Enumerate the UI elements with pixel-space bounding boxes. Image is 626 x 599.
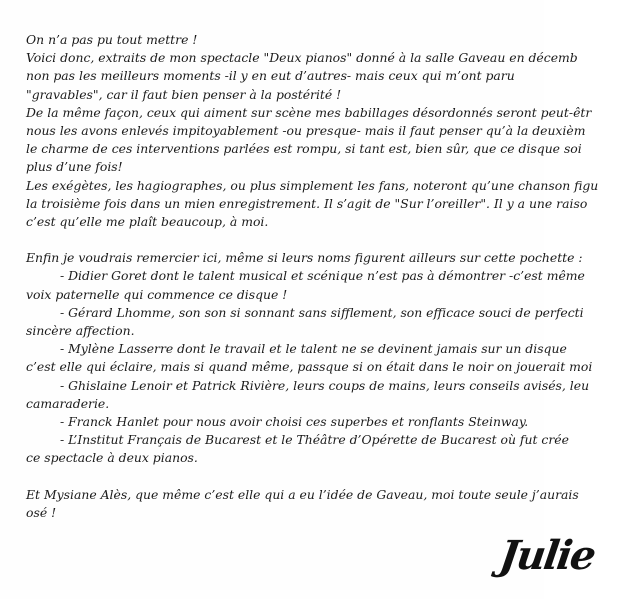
thanks-line: c’est elle qui éclaire, mais si quand même, passque si on était dans le noir on jouerait moi — [26, 359, 593, 375]
thanks-line: ce spectacle à deux pianos. — [26, 450, 198, 466]
paragraph-gap — [26, 468, 626, 486]
thanks-section — [26, 249, 626, 467]
thanks-line: - Didier Goret dont le talent musical et scénique n’est pas à démontrer -c’est même — [60, 268, 585, 284]
handwritten-signature: Julie — [496, 532, 598, 579]
text-line: la troisième fois dans un mien enregistrement. Il s’agit de "Sur l’oreiller". Il y a une raiso — [26, 195, 588, 211]
thanks-line: - Mylène Lasserre dont le travail et le talent ne se devinent jamais sur un disque — [60, 341, 567, 357]
text-line: De la même façon, ceux qui aiment sur scène mes babillages désordonnés seront peut-êtr — [26, 104, 592, 120]
text-line: On n’a pas pu tout mettre ! — [26, 32, 198, 47]
closing-line: Et Mysiane Alès, que même c’est elle qui a eu l’idée de Gaveau, moi toute seule j’aurais — [26, 486, 579, 502]
text-line: Les exégètes, les hagiographes, ou plus simplement les fans, noteront qu’une chanson figu — [26, 177, 599, 193]
thanks-line: - L’Institut Français de Bucarest et le Théâtre d’Opérette de Bucarest où fut crée — [60, 432, 569, 448]
intro-paragraphs — [26, 31, 626, 231]
paragraph-gap — [26, 231, 626, 249]
text-line: nous les avons enlevés impitoyablement -ou presque- mais il faut penser qu’à la deuxièm — [26, 122, 586, 138]
thanks-line: sincère affection. — [26, 323, 135, 338]
thanks-line: - Franck Hanlet pour nous avoir choisi ces superbes et ronflants Steinway. — [60, 413, 529, 429]
text-line: le charme de ces interventions parlées est rompu, si tant est, bien sûr, que ce disque soi — [26, 141, 582, 157]
text-line: non pas les meilleurs moments -il y en eut d’autres- mais ceux qui m’ont paru — [26, 68, 515, 84]
liner-notes-text — [26, 31, 626, 522]
thanks-line: voix paternelle qui commence ce disque ! — [26, 286, 288, 302]
text-line: Voici donc, extraits de mon spectacle "Deux pianos" donné à la salle Gaveau en décemb — [26, 50, 578, 66]
thanks-line: - Ghislaine Lenoir et Patrick Rivière, leurs coups de mains, leurs conseils avisés, leu — [60, 377, 590, 393]
closing-section — [26, 486, 626, 522]
closing-line: osé ! — [26, 504, 57, 520]
text-line: "gravables", car il faut bien penser à la postérité ! — [26, 86, 342, 102]
thanks-line: - Gérard Lhomme, son son si sonnant sans sifflement, son efficace souci de perfecti — [60, 304, 584, 320]
text-line: plus d’une fois! — [26, 159, 123, 175]
thanks-intro: Enfin je voudrais remercier ici, même si leurs noms figurent ailleurs sur cette pochette : — [26, 250, 583, 266]
text-line: c’est qu’elle me plaît beaucoup, à moi. — [26, 213, 269, 229]
thanks-line: camaraderie. — [26, 395, 110, 411]
